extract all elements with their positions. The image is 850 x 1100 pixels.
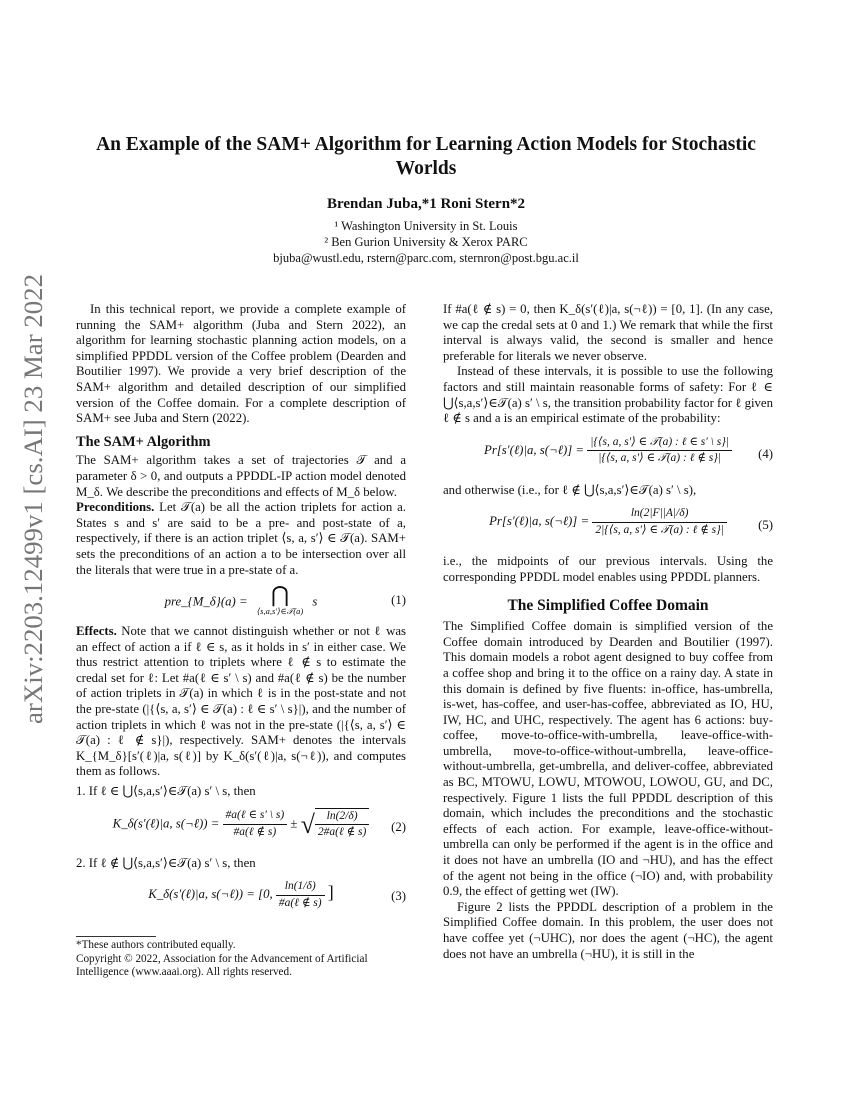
midpoints-paragraph: i.e., the midpoints of our previous intervals. Using the corresponding PPDDL model enables using PPDDL planners. [443,554,773,584]
eq1-rhs: s [312,594,318,609]
footnote-equal-contribution: *These authors contributed equally. [76,939,236,951]
effects-text: Note that we cannot distinguish whether or not ℓ was an effect of action a if ℓ ∈ s, as it holds in s′ in either case. We thus restrict attention to triplets where ℓ ∉ s to estimate the credal set for ℓ: Let #a(ℓ ∈ s′ \ s) and #a(ℓ ∉ s) be the number of action triplets in 𝒯(a) in which ℓ is in the post-state and not the pre-state (|{⟨s, a, s′⟩ ∈ 𝒯(a) : ℓ ∈ s′ \ s}|), and the number of action triplets in which ℓ was not in the pre-state (|{⟨s, a, s′⟩ ∈ 𝒯(a) : ℓ ∉ s}|), respectively. SAM+ denotes the intervals K_{M_δ}[s′(ℓ)|a, s(ℓ)] by K_δ(s′(ℓ)|a, s(¬ℓ)), and computes them as follows. [76,624,406,779]
title-line-1: An Example of the SAM+ Algorithm for Learning Action Models for Stochastic [96,134,756,155]
copyright-notice: Copyright © 2022, Association for the Advancement of Artificial Intelligence (www.aaai.org). All rights reserved. [76,952,368,979]
eq2-sqrt-top: ln(2/δ) [315,809,369,826]
left-column [76,302,406,923]
right-column [443,302,773,962]
list-item-2: 2. If ℓ ∉ ⋃⟨s,a,s′⟩∈𝒯(a) s′ \ s, then [76,855,256,870]
abstract-paragraph: In this technical report, we provide a complete example of running the SAM+ algorithm (Juba and Stern 2022), an algorithm for learning stochastic planning action models, on a simplified PPDDL version of the Coffee problem (Dearden and Boutilier 1997). We provide a very brief description of the SAM+ algorithm and detailed description of our simplified version of the Coffee domain. For a complete description of SAM+ see Juba and Stern (2022). [76,302,406,426]
eq1-subscript: ⟨s,a,s′⟩∈𝒯(a) [256,606,304,617]
eq5-number: (5) [758,518,773,533]
equation-3 [76,879,406,915]
eq4-number: (4) [758,446,773,461]
footnotes [76,936,406,980]
eq3-number: (3) [391,889,406,904]
eq5-frac-bottom: 2|{⟨s, a, s′⟩ ∈ 𝒯(a) : ℓ ∉ s}| [595,523,724,536]
title-line-2: Worlds [395,158,457,179]
eq4-frac-top: |{⟨s, a, s′⟩ ∈ 𝒯(a) : ℓ ∈ s′ \ s}| [587,435,732,452]
factors-paragraph: Instead of these intervals, it is possible to use the following factors and still maintain reasonable forms of safety: For ℓ ∈ ⋃⟨s,a,s′⟩∈𝒯(a) s′ \ s, the transition probability factor for ℓ given ℓ ∉ s and a is an empirical estimate of the probability: [443,364,773,426]
equation-1 [76,582,406,617]
eq5-lhs: Pr[s′(ℓ)|a, s(¬ℓ)] = [489,514,590,529]
eq2-sqrt-bottom: 2#a(ℓ ∉ s) [317,826,367,839]
problem-paragraph: Figure 2 lists the PPDDL description of a problem in the Simplified Coffee domain. In this problem, the user does not have coffee yet (¬UHC), nor does the agent (¬HC), the agent does not have an umbrella (¬HU), it is still in the [443,899,773,961]
eq1-number: (1) [391,593,406,608]
preconditions-label: Preconditions. [76,500,155,515]
eq2-number: (2) [391,819,406,834]
eq2-frac-top: #a(ℓ ∈ s′ \ s) [223,808,288,825]
eq3-frac-bottom: #a(ℓ ∉ s) [278,896,322,909]
eq5-frac-top: ln(2|F||A|/δ) [592,506,727,523]
emails: bjuba@wustl.edu, rstern@parc.com, sternron@post.bgu.ac.il [273,251,579,265]
equation-4 [443,435,773,475]
sam-intro-paragraph: The SAM+ algorithm takes a set of trajectories 𝒯 and a parameter δ > 0, and outputs a PPDDL-IP action model denoted M_δ. We describe the preconditions and effects of M_δ below. [76,453,406,499]
footnote-rule [76,936,156,937]
affiliation-1: ¹ Washington University in St. Louis [334,219,518,233]
equation-5 [443,506,773,546]
otherwise-paragraph: and otherwise (i.e., for ℓ ∉ ⋃⟨s,a,s′⟩∈𝒯(a) s′ \ s), [443,482,697,497]
eq3-frac-top: ln(1/δ) [276,879,325,896]
preconditions-text: Let 𝒯(a) be all the action triplets for action a. States s and s′ are said to be a pre- and post-state of a, respectively, if there is an action triplet ⟨s, a, s′⟩ ∈ 𝒯(a). SAM+ sets the preconditions of an action a to be intersection over all the literals that were true in a pre-state of a. [76,500,406,577]
eq2-plus-minus: ± [290,816,298,831]
arxiv-stamp-text: arXiv:2203.12499v1 [cs.AI] 23 Mar 2022 [19,287,48,724]
section-heading-coffee: The Simplified Coffee Domain [507,596,709,614]
eq2-frac-bottom: #a(ℓ ∉ s) [233,825,277,838]
eq1-lhs: pre_{M_δ}(a) = [164,594,248,609]
effects-label: Effects. [76,624,117,639]
eq3-close-bracket: ] [327,882,334,903]
eq4-frac-bottom: |{⟨s, a, s′⟩ ∈ 𝒯(a) : ℓ ∉ s}| [598,452,721,465]
eq3-lhs: K_δ(s′(ℓ)|a, s(¬ℓ)) = [0, [148,887,273,902]
affiliation-2: ² Ben Gurion University & Xerox PARC [324,235,528,249]
eq1-big-cap: ⋂ [270,582,290,608]
section-heading-sam: The SAM+ Algorithm [76,433,211,450]
authors: Brendan Juba,*1 Roni Stern*2 [326,196,526,212]
eq2-lhs: K_δ(s′(ℓ)|a, s(¬ℓ)) = [112,816,220,831]
arxiv-stamp [8,268,56,728]
list-item-1: 1. If ℓ ∈ ⋃⟨s,a,s′⟩∈𝒯(a) s′ \ s, then [76,784,256,799]
cap-paragraph: If #a(ℓ ∉ s) = 0, then K_δ(s′(ℓ)|a, s(¬ℓ)) = [0, 1]. (In any case, we cap the credal sets at 0 and 1.) We remark that while the first interval is always valid, the second is smaller and hence preferable for literals we never observe. [443,302,773,363]
eq4-lhs: Pr[s′(ℓ)|a, s(¬ℓ)] = [484,442,585,457]
coffee-domain-paragraph: The Simplified Coffee domain is simplified version of the Coffee domain introduced by Dearden and Boutilier (1997). This domain models a robot agent designed to buy coffee from a coffee shop and bring it to the office on a rainy day. A state in this domain is defined by five fluents: in-office, has-umbrella, is-wet, has-coffee, and user-has-coffee, abbreviated as IO, HU, IW, HC, and UHC, respectively. The agent has 6 actions: buy-coffee, move-to-office-with-umbrella, leave-office-with-umbrella, move-to-office-without-umbrella, leave-office-without-umbrella, get-umbrella, and deliver-coffee, abbreviated as BC, MTOWU, LOWU, MTOWOU, LOWOU, GU, and DC, respectively. Figure 1 lists the full PPDDL description of this domain, which includes the preconditions and the stochastic effects of each action. For example, leave-office-without-umbrella can only be performed if the agent is in the office and it does not have an umbrella (IO and ¬HU), and has the effect of the agent not being in the office (¬IO) and, with probability 0.9, the effect of getting wet (IW). [443,619,773,899]
equation-2: K_δ(s′(ℓ)|a, s(¬ℓ)) = $\frac{\text{\#a(ℓ ∈ s′ \textbackslash{} s)}}{\text{\#a(ℓ ∉ s)}}$ ± √ $\frac{\ln(2/\delta)}{\text{2\#a(ℓ ∉ s)}}$ (2) [76,808,406,848]
paper-title [70,133,782,181]
